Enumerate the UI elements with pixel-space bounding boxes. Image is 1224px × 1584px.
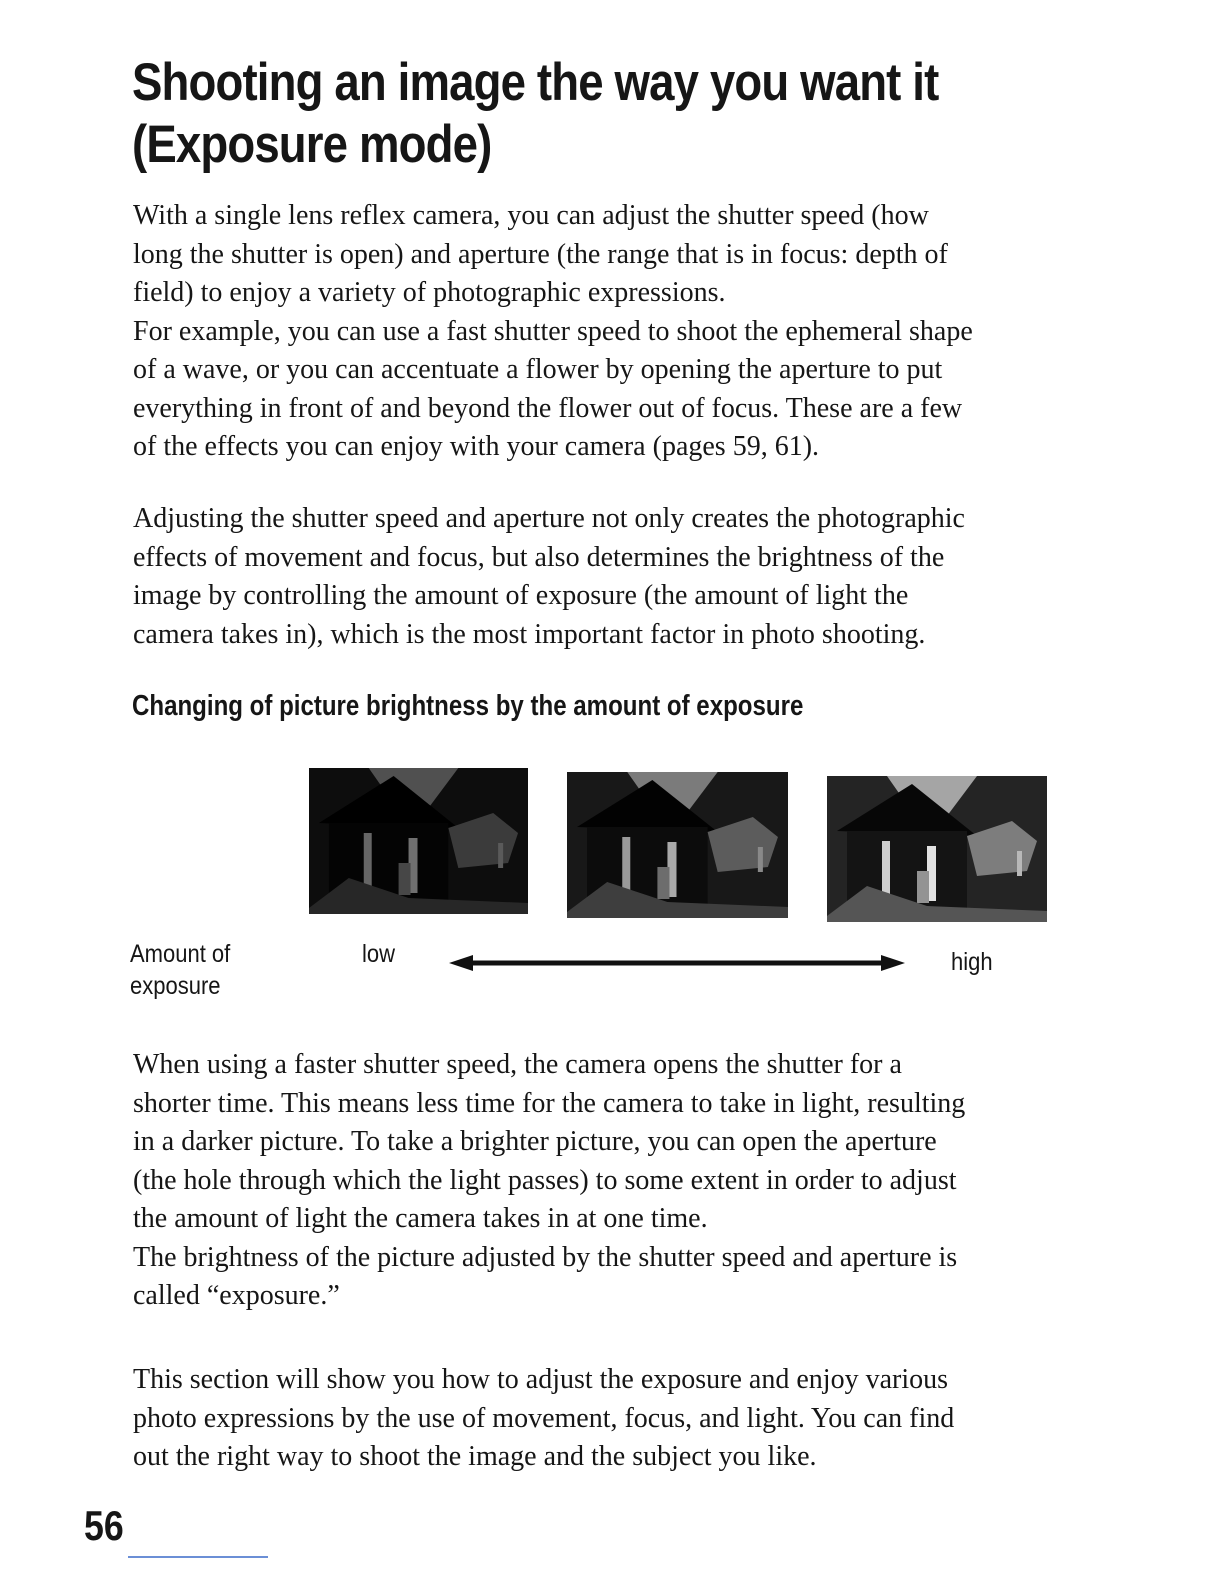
adjusting-paragraph	[133, 500, 1073, 654]
text-line: camera takes in), which is the most important factor in photo shooting.	[133, 618, 926, 650]
text-line: For example, you can use a fast shutter speed to shoot the ephemeral shape	[133, 315, 973, 347]
text-line: The brightness of the picture adjusted by the shutter speed and aperture is	[133, 1241, 958, 1273]
title-line-1: Shooting an image the way you want it	[132, 53, 939, 112]
house-scene	[567, 772, 788, 918]
closing-paragraph	[133, 1361, 1073, 1477]
house-scene	[309, 768, 528, 914]
text-line: photo expressions by the use of movement, focus, and light. You can find	[133, 1402, 955, 1434]
text-line: effects of movement and focus, but also determines the brightness of the	[133, 541, 945, 573]
text-line: shorter time. This means less time for the camera to take in light, resulting	[133, 1087, 966, 1119]
text-line: With a single lens reflex camera, you can adjust the shutter speed (how	[133, 200, 929, 231]
title-line-2: (Exposure mode)	[132, 115, 492, 174]
photo-graphic	[309, 768, 528, 914]
page-rule	[128, 1556, 268, 1558]
exposure-axis-label	[130, 938, 230, 1002]
photo-graphic	[827, 776, 1047, 922]
axis-label-line-1: Amount of	[130, 940, 231, 968]
text-line: long the shutter is open) and aperture (the range that is in focus: depth of	[133, 238, 948, 270]
text-line: in a darker picture. To take a brighter picture, you can open the aperture	[133, 1126, 937, 1157]
double-arrow-icon	[447, 948, 907, 978]
photo-low-exposure	[309, 768, 528, 914]
photo-medium-exposure	[567, 772, 788, 918]
text-line: image by controlling the amount of exposure (the amount of light the	[133, 580, 909, 611]
text-line: called “exposure.”	[133, 1280, 340, 1311]
text-line: field) to enjoy a variety of photographic expressions.	[133, 277, 726, 308]
text-line: Adjusting the shutter speed and aperture not only creates the photographic	[133, 503, 965, 534]
text-line: everything in front of and beyond the flower out of focus. These are a few	[133, 392, 963, 424]
text-line: of the effects you can enjoy with your camera (pages 59, 61).	[133, 431, 820, 462]
text-line: When using a faster shutter speed, the camera opens the shutter for a	[133, 1049, 902, 1080]
page-number: 56	[84, 1502, 124, 1549]
low-label: low	[362, 940, 396, 968]
text-line: of a wave, or you can accentuate a flower by opening the aperture to put	[133, 354, 943, 385]
shutter-paragraph	[133, 1046, 1073, 1316]
text-line: out the right way to shoot the image and the subject you like.	[133, 1441, 817, 1472]
axis-label-line-2: exposure	[130, 972, 221, 1000]
high-label: high	[951, 948, 993, 976]
figure-heading: Changing of picture brightness by the amount of exposure	[132, 690, 804, 722]
photo-graphic	[567, 772, 788, 918]
house-scene	[827, 776, 1047, 922]
intro-paragraph	[133, 197, 1073, 467]
page-title	[132, 52, 992, 176]
photo-high-exposure	[827, 776, 1047, 922]
text-line: This section will show you how to adjust the exposure and enjoy various	[133, 1364, 948, 1395]
text-line: the amount of light the camera takes in at one time.	[133, 1203, 708, 1234]
text-line: (the hole through which the light passes) to some extent in order to adjust	[133, 1164, 957, 1196]
